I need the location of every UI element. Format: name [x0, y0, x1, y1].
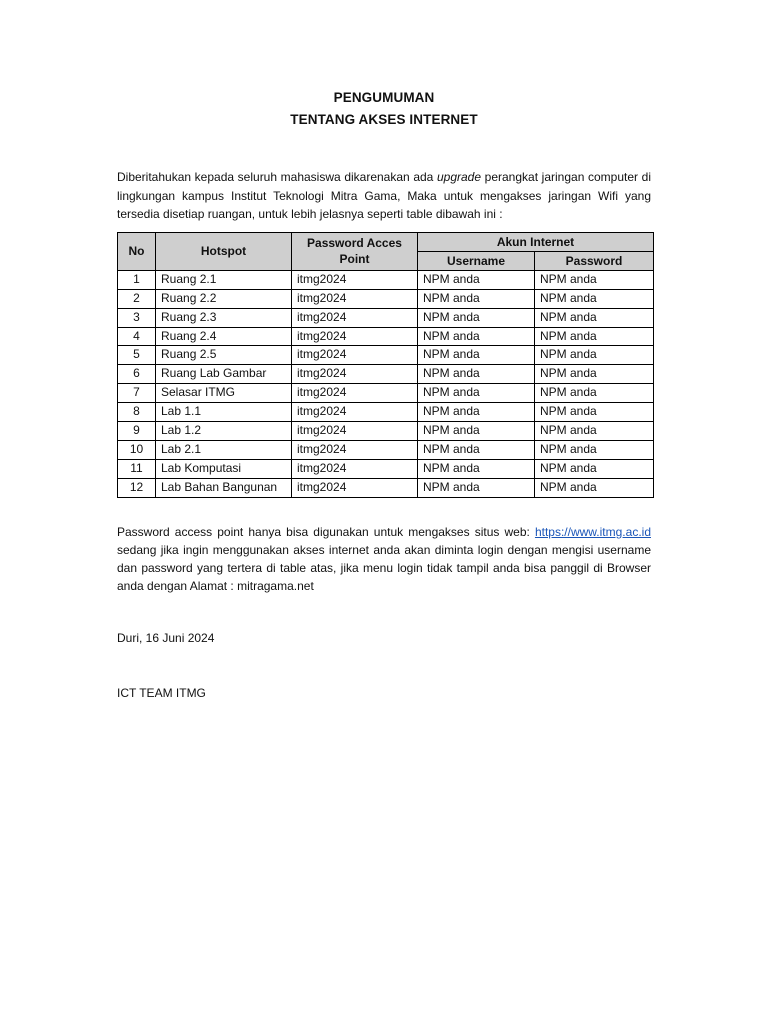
access-point-password-cell: itmg2024: [292, 308, 418, 327]
announcement-subtitle: TENTANG AKSES INTERNET: [290, 112, 478, 127]
table-body: [118, 270, 654, 497]
username-cell: NPM anda: [418, 289, 535, 308]
password-cell: NPM anda: [535, 289, 654, 308]
website-link[interactable]: https://www.itmg.ac.id: [534, 525, 651, 539]
table-row: [118, 384, 654, 403]
hotspot-cell: Ruang 2.3: [156, 308, 292, 327]
password-cell: NPM anda: [535, 327, 654, 346]
hotspot-cell: Ruang 2.4: [156, 327, 292, 346]
hotspot-cell: Lab Komputasi: [156, 459, 292, 478]
row-number-cell: 4: [118, 327, 156, 346]
row-number-cell: 2: [118, 289, 156, 308]
access-point-password-cell: itmg2024: [292, 270, 418, 289]
header-password: Password: [535, 251, 654, 270]
table-row: [118, 327, 654, 346]
access-point-password-cell: itmg2024: [292, 478, 418, 497]
announcement-title: PENGUMUMAN: [333, 90, 435, 105]
table-row: [118, 270, 654, 289]
table-row: [118, 365, 654, 384]
note-text-start: Password access point hanya bisa digunakan untuk mengakses situs web:: [117, 525, 535, 539]
username-cell: NPM anda: [418, 346, 535, 365]
password-cell: NPM anda: [535, 478, 654, 497]
password-cell: NPM anda: [535, 365, 654, 384]
hotspot-cell: Lab 1.1: [156, 403, 292, 422]
row-number-cell: 1: [118, 270, 156, 289]
username-cell: NPM anda: [418, 403, 535, 422]
header-no: No: [118, 233, 156, 271]
username-cell: NPM anda: [418, 308, 535, 327]
hotspot-cell: Ruang 2.1: [156, 270, 292, 289]
username-cell: NPM anda: [418, 422, 535, 441]
row-number-cell: 11: [118, 459, 156, 478]
row-number-cell: 6: [118, 365, 156, 384]
username-cell: NPM anda: [418, 365, 535, 384]
password-cell: NPM anda: [535, 422, 654, 441]
table-row: [118, 403, 654, 422]
username-cell: NPM anda: [418, 327, 535, 346]
hotspot-cell: Lab 1.2: [156, 422, 292, 441]
intro-text-start: Diberitahukan kepada seluruh mahasiswa dikarenakan ada: [117, 170, 437, 184]
table-header-row: [118, 233, 654, 252]
header-username: Username: [418, 251, 535, 270]
header-hotspot: Hotspot: [156, 233, 292, 271]
date-line: Duri, 16 Juni 2024: [117, 631, 215, 645]
table-row: [118, 346, 654, 365]
password-cell: NPM anda: [535, 440, 654, 459]
access-point-password-cell: itmg2024: [292, 384, 418, 403]
table-row: [118, 478, 654, 497]
table-row: [118, 422, 654, 441]
hotspot-cell: Lab 2.1: [156, 440, 292, 459]
hotspot-table: [117, 232, 654, 498]
username-cell: NPM anda: [418, 384, 535, 403]
table-row: [118, 440, 654, 459]
table-row: [118, 308, 654, 327]
row-number-cell: 8: [118, 403, 156, 422]
access-point-password-cell: itmg2024: [292, 365, 418, 384]
access-point-password-cell: itmg2024: [292, 403, 418, 422]
access-point-password-cell: itmg2024: [292, 422, 418, 441]
row-number-cell: 5: [118, 346, 156, 365]
hotspot-cell: Lab Bahan Bangunan: [156, 478, 292, 497]
username-cell: NPM anda: [418, 478, 535, 497]
signature-line: ICT TEAM ITMG: [117, 686, 206, 700]
row-number-cell: 9: [118, 422, 156, 441]
hotspot-cell: Ruang Lab Gambar: [156, 365, 292, 384]
access-point-password-cell: itmg2024: [292, 327, 418, 346]
table-row: [118, 459, 654, 478]
hotspot-cell: Selasar ITMG: [156, 384, 292, 403]
note-text-end: sedang jika ingin menggunakan akses internet anda akan diminta login dengan mengisi username dan password yang tertera di table atas, jika menu login tidak tampil anda bisa panggil di Browser anda dengan Alamat : mitragama.net: [117, 543, 651, 593]
row-number-cell: 10: [118, 440, 156, 459]
password-cell: NPM anda: [535, 270, 654, 289]
intro-emphasis: upgrade: [436, 170, 482, 184]
table-row: [118, 289, 654, 308]
access-point-password-cell: itmg2024: [292, 440, 418, 459]
username-cell: NPM anda: [418, 440, 535, 459]
row-number-cell: 7: [118, 384, 156, 403]
access-point-password-cell: itmg2024: [292, 459, 418, 478]
password-cell: NPM anda: [535, 308, 654, 327]
row-number-cell: 3: [118, 308, 156, 327]
username-cell: NPM anda: [418, 459, 535, 478]
password-cell: NPM anda: [535, 384, 654, 403]
intro-paragraph: [117, 168, 651, 224]
password-cell: NPM anda: [535, 403, 654, 422]
access-point-password-cell: itmg2024: [292, 289, 418, 308]
password-cell: NPM anda: [535, 346, 654, 365]
header-password-access-point: Password Acces Point: [292, 233, 418, 271]
intro-text-end: perangkat jaringan computer di lingkungan kampus Institut Teknologi Mitra Gama, Maka untuk mengakses jaringan Wifi yang tersedia disetiap ruangan, untuk lebih jelasnya seperti table dibawah ini :: [117, 170, 651, 221]
password-cell: NPM anda: [535, 459, 654, 478]
hotspot-cell: Ruang 2.2: [156, 289, 292, 308]
hotspot-cell: Ruang 2.5: [156, 346, 292, 365]
username-cell: NPM anda: [418, 270, 535, 289]
access-point-password-cell: itmg2024: [292, 346, 418, 365]
header-akun-internet: Akun Internet: [418, 233, 654, 252]
access-note-paragraph: [117, 523, 651, 595]
row-number-cell: 12: [118, 478, 156, 497]
